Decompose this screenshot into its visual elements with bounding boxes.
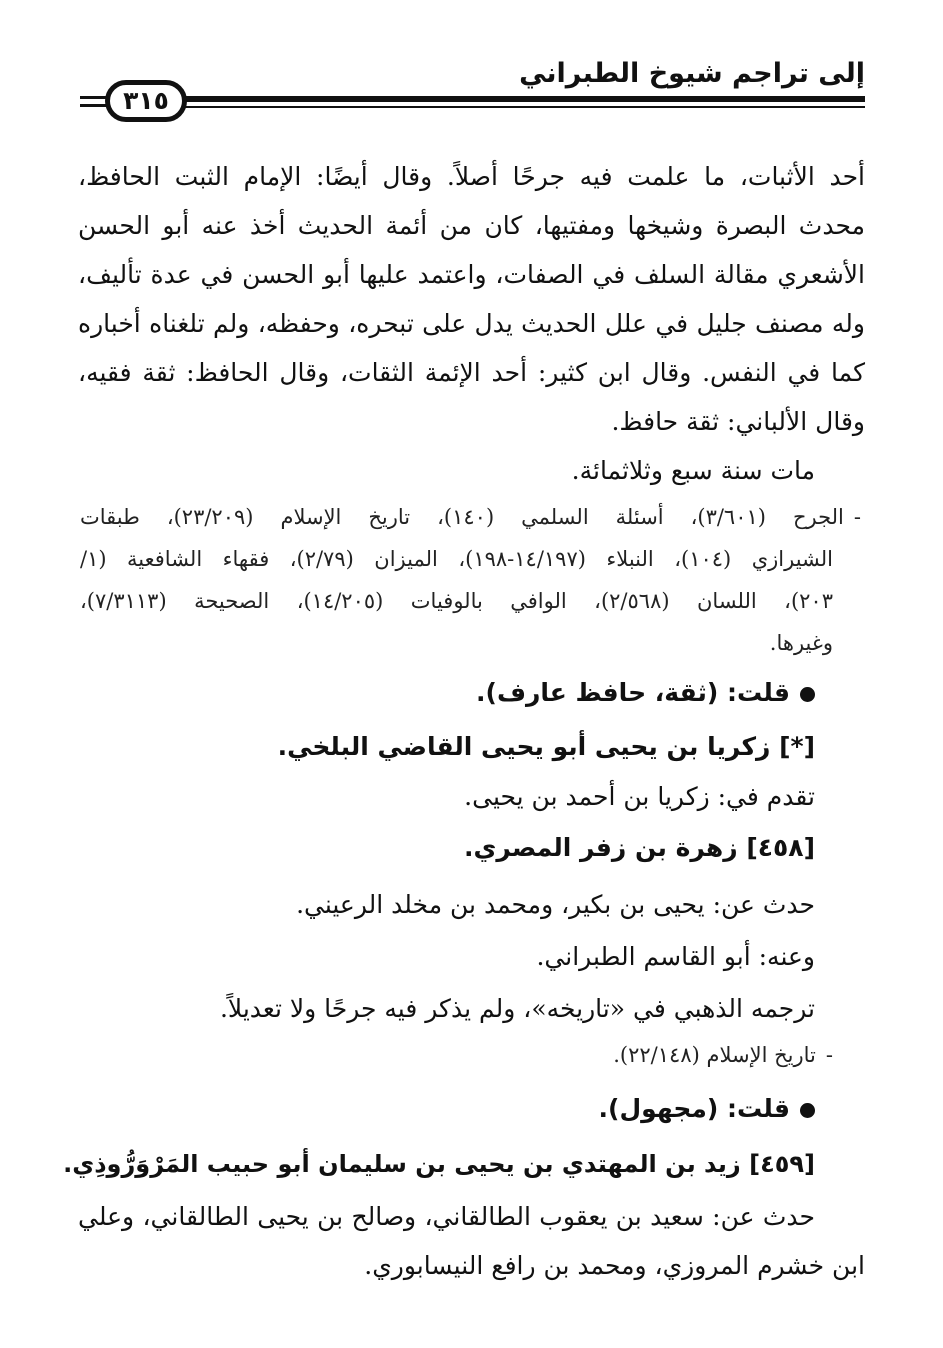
entry-458-source (80, 1034, 833, 1076)
intro-paragraph (78, 152, 865, 446)
intro-line: محدث البصرة وشيخها ومفتيها، كان من أئمة الحديث أخذ عنه أبو الحسن (78, 211, 865, 240)
source-text: الجرح (٣/٦٠١)، أسئلة السلمي (١٤٠)، تاريخ الإسلام (٢٣/٢٠٩)، طبقات (80, 505, 844, 529)
entry-star-heading (78, 722, 815, 771)
sources-block-1 (80, 496, 861, 664)
death-note (78, 446, 815, 495)
narrators-text: وعنه: أبو القاسم الطبراني. (536, 942, 815, 971)
cross-reference-text: تقدم في: زكريا بن أحمد بن يحيى. (464, 782, 815, 811)
verdict-1 (78, 668, 815, 717)
header-rule-thick (185, 96, 865, 102)
header-rule-left-lower (80, 104, 108, 107)
bullet-icon (800, 1103, 815, 1118)
entry-heading-text: [٤٥٩] زيد بن المهتدي بن يحيى بن سليمان أبو حبيب المَرْوَرُّوذِي. (63, 1150, 815, 1178)
entry-459-heading (63, 1140, 815, 1189)
narrated-from-line: حدث عن: سعيد بن يعقوب الطالقاني، وصالح بن يحيى الطالقاني، وعلي (78, 1202, 815, 1231)
narrated-from-text: حدث عن: يحيى بن بكير، ومحمد بن مخلد الرعيني. (296, 890, 815, 919)
intro-line: كما في النفس. وقال ابن كثير: أحد الإئمة الثقات، وقال الحافظ: ثقة فقيه، (78, 358, 865, 387)
verdict-line (78, 1084, 815, 1133)
running-title: إلى تراجم شيوخ الطبراني (519, 58, 865, 89)
entry-heading-text: [٤٥٨] زهرة بن زفر المصري. (463, 833, 815, 862)
entry-star-ref (78, 772, 815, 821)
source-line: الشيرازي (١٠٤)، النبلاء (١٤/١٩٧-١٩٨)، الميزان (٢/٧٩)، فقهاء الشافعية (١/ (80, 547, 834, 571)
verdict-line (78, 668, 815, 717)
header-rule-left-upper (80, 96, 108, 99)
dash-icon: - (853, 505, 861, 529)
entry-459-narrated-from (78, 1192, 865, 1290)
dash-icon: - (825, 1043, 833, 1067)
entry-458-heading (78, 823, 815, 872)
verdict-text: قلت: (ثقة، حافظ عارف). (476, 678, 790, 707)
entry-458-bio (78, 984, 815, 1033)
intro-line: وقال الألباني: ثقة حافظ. (611, 407, 865, 436)
intro-line: الأشعري مقالة السلف في الصفات، واعتمد عليها أبو الحسن في عدة تأليف، (78, 260, 865, 289)
death-text: مات سنة سبع وثلاثمائة. (571, 456, 815, 485)
source-line: وغيرها. (769, 631, 833, 655)
bullet-icon (800, 687, 815, 702)
header-rule-thin (185, 106, 865, 108)
source-line (80, 496, 861, 538)
bio-text: ترجمه الذهبي في «تاريخه»، ولم يذكر فيه جرحًا ولا تعديلاً. (219, 994, 815, 1023)
page-number: ٣١٥ (105, 80, 187, 122)
entry-heading-text: [*] زكريا بن يحيى أبو يحيى القاضي البلخي. (277, 732, 815, 761)
entry-458-narrators (78, 932, 815, 981)
intro-line: أحد الأثبات، ما علمت فيه جرحًا أصلاً. وقال أيضًا: الإمام الثبت الحافظ، (78, 162, 865, 191)
source-text: تاريخ الإسلام (٢٢/١٤٨). (613, 1043, 816, 1067)
intro-line: وله مصنف جليل في علل الحديث يدل على تبحره، وحفظه، ولم تلغناه أخباره (78, 309, 865, 338)
source-line (80, 1034, 833, 1076)
entry-458-narrated-from (78, 880, 815, 929)
narrated-from-line: ابن خشرم المروزي، ومحمد بن رافع النيسابوري. (364, 1251, 865, 1280)
verdict-text: قلت: (مجهول). (598, 1094, 790, 1123)
source-line: ٢٠٣)، اللسان (٢/٥٦٨)، الوافي بالوفيات (١٤/٢٠٥)، الصحيحة (٧/٣١١٣)، (80, 589, 833, 613)
verdict-2 (78, 1084, 815, 1133)
